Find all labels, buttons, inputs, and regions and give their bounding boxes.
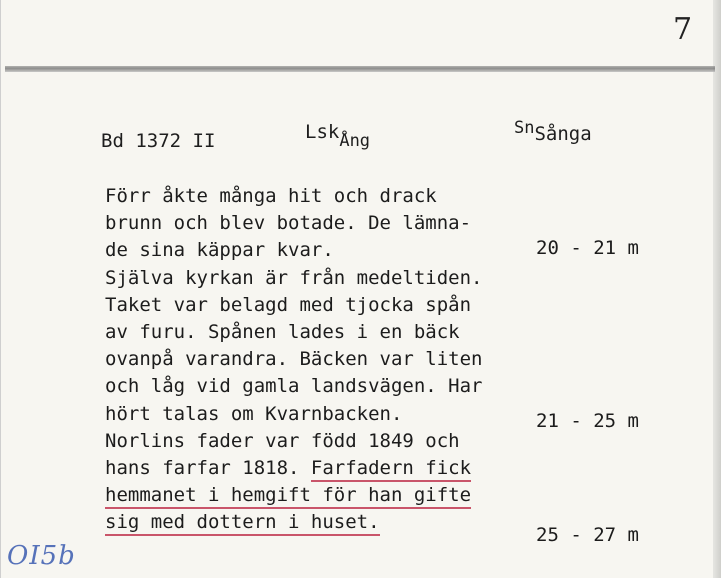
page-number: 7: [673, 12, 693, 47]
text-line: [105, 319, 483, 346]
archive-stamp: OI5b: [7, 541, 76, 571]
record-code: Bd 1372 II: [101, 130, 216, 152]
text-line-plain: Förr åkte många hit och drack: [105, 185, 437, 207]
text-line: [105, 265, 483, 292]
margin-note: 21 - 25 m: [536, 410, 639, 432]
text-line: [105, 509, 483, 536]
card-edge: [713, 0, 721, 578]
text-line: [105, 292, 483, 319]
text-line: [105, 455, 483, 482]
text-line: [105, 428, 483, 455]
text-line: [105, 237, 483, 264]
text-line-plain: Taket var belagd med tjocka spån: [105, 293, 472, 316]
text-line: [105, 373, 483, 400]
underlined-text: Farfadern fick: [311, 457, 471, 482]
text-line: [105, 346, 483, 373]
text-line: [105, 183, 483, 210]
socken-field: [514, 116, 592, 145]
text-line-plain: av furu. Spånen lades i en bäck: [105, 320, 460, 343]
margin-note: 20 - 21 m: [536, 237, 639, 259]
text-line-plain: och låg vid gamla landsvägen. Har: [105, 375, 483, 398]
landskap-value: Ång: [339, 131, 371, 151]
text-line-plain: brunn och blev botade. De lämna-: [105, 212, 472, 235]
text-line-plain: de sina käppar kvar.: [105, 239, 334, 262]
text-line-plain: Själva kyrkan är från medeltiden.: [105, 266, 483, 289]
landskap-field: [305, 121, 371, 151]
header-rule: [5, 66, 715, 72]
underlined-text: hemmanet i hemgift för han gifte: [105, 484, 471, 509]
underlined-text: sig med dottern i huset.: [105, 511, 380, 536]
text-line: [105, 401, 483, 428]
text-line: [105, 210, 483, 237]
margin-note: 25 - 27 m: [536, 524, 639, 546]
text-line-plain: ovanpå varandra. Bäcken var liten: [105, 348, 483, 371]
text-line: [105, 482, 483, 509]
landskap-label: Lsk: [305, 121, 340, 143]
text-line-plain: hört talas om Kvarnbacken.: [105, 402, 403, 425]
text-line-plain: Norlins fader var född 1849 och: [105, 429, 460, 452]
socken-value: Sånga: [534, 123, 592, 145]
transcript-body: [105, 183, 483, 536]
socken-label: Sn: [514, 118, 535, 138]
text-line-plain: hans farfar 1818.: [105, 456, 311, 479]
